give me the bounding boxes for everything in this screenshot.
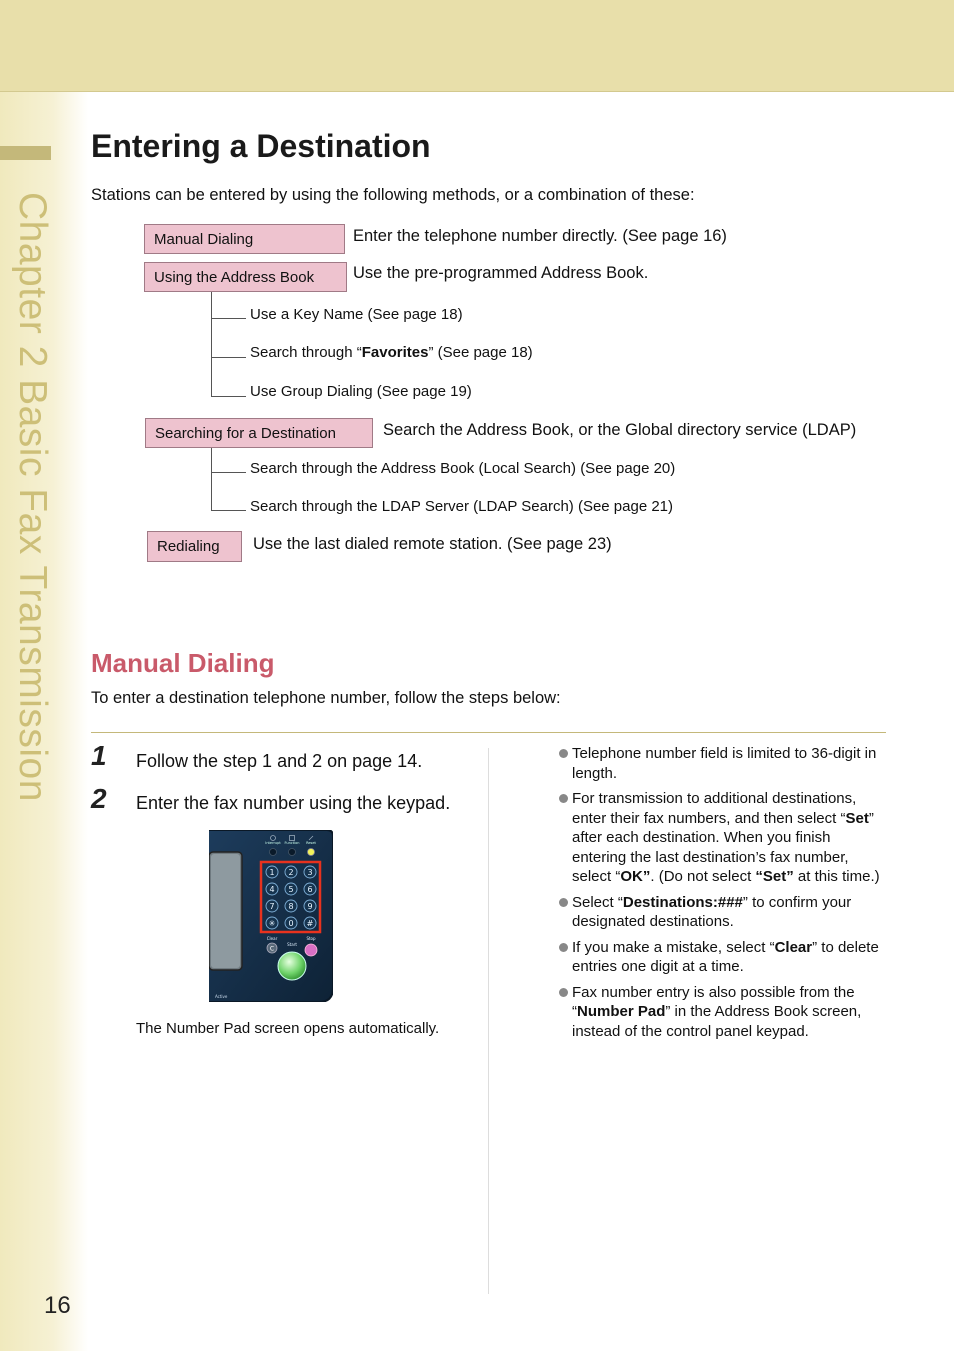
figure-caption: The Number Pad screen opens automatically.: [136, 1020, 440, 1037]
keypad-key-label: 4: [269, 885, 275, 894]
method-address-book-box: [144, 262, 347, 292]
control-panel-illustration: [209, 830, 333, 1002]
section-divider: [91, 732, 886, 733]
keypad-key-label: 2: [288, 868, 294, 877]
sub-option: Search through the LDAP Server (LDAP Search) (See page 21): [250, 498, 674, 515]
active-label: Active: [215, 994, 228, 999]
method-label: Redialing: [157, 538, 220, 555]
tree-branch: [211, 396, 246, 397]
stop-label: Stop: [306, 936, 316, 941]
column-divider: [488, 748, 489, 1294]
note-item: For transmission to additional destinations, enter their fax numbers, and then select “Set” after each destination. When you finish entering the last destination’s fax number, select “OK”. (Do not select “Set” at this time.): [558, 789, 888, 887]
sub-option: Search through “Favorites” (See page 18): [250, 344, 533, 361]
interrupt-label: Interrupt: [265, 841, 281, 845]
keypad-key-label: 3: [307, 868, 313, 877]
note-item: If you make a mistake, select “Clear” to delete entries one digit at a time.: [558, 938, 888, 977]
keypad-key-label: 5: [288, 885, 294, 894]
svg-text:C: C: [269, 945, 275, 953]
keypad-key-label: 7: [269, 902, 275, 911]
method-description: Use the last dialed remote station. (See page 23): [253, 535, 612, 553]
keypad-key-label: 8: [288, 902, 294, 911]
tree-branch: [211, 357, 246, 358]
notes-list: [558, 744, 888, 1047]
chapter-label: Chapter 2 Basic Fax Transmission: [11, 192, 54, 802]
keypad-key-label: 9: [307, 902, 313, 911]
note-item: Select “Destinations:###” to confirm your designated destinations.: [558, 893, 888, 932]
sub-option: Use Group Dialing (See page 19): [250, 383, 472, 400]
method-label: Manual Dialing: [154, 230, 254, 248]
method-search-destination-box: [145, 418, 373, 448]
section-title: Manual Dialing: [91, 648, 275, 678]
sub-option: Use a Key Name (See page 18): [250, 306, 463, 323]
method-description: Use the pre-programmed Address Book.: [353, 264, 649, 282]
keypad-key-label: 1: [269, 868, 275, 877]
step-number: 1: [91, 740, 107, 771]
page-title: Entering a Destination: [91, 128, 431, 164]
note-item: Telephone number field is limited to 36-digit in length.: [558, 744, 888, 783]
keypad-key-label: 0: [288, 919, 294, 928]
tree-branch: [211, 510, 246, 511]
bullet-icon: [559, 749, 568, 758]
step-text: Enter the fax number using the keypad.: [136, 793, 451, 813]
tree-connector: [211, 292, 212, 396]
step-number: 2: [91, 783, 107, 814]
sub-option: Search through the Address Book (Local Search) (See page 20): [250, 460, 676, 477]
keypad-key-label: #: [306, 919, 314, 928]
method-description: Enter the telephone number directly. (See page 16): [353, 227, 727, 245]
bullet-icon: [559, 898, 568, 907]
method-description: Search the Address Book, or the Global directory service (LDAP): [383, 421, 857, 439]
chapter-tab-marker: [0, 146, 51, 160]
bullet-icon: [559, 943, 568, 952]
keypad-key-label: 6: [307, 885, 313, 894]
bullet-icon: [559, 988, 568, 997]
tree-branch: [211, 472, 246, 473]
bullet-icon: [559, 794, 568, 803]
start-label: Start: [287, 942, 297, 947]
tree-connector: [211, 448, 212, 510]
keypad-key-label: ✳: [268, 919, 276, 928]
method-manual-dialing-box: [144, 224, 345, 254]
stop-button-icon: [305, 944, 317, 956]
page-number: 16: [44, 1292, 71, 1319]
intro-text: Stations can be entered by using the following methods, or a combination of these:: [91, 186, 695, 204]
clear-label: Clear: [266, 936, 278, 941]
method-redialing-box: [147, 531, 242, 562]
note-item: Fax number entry is also possible from the “Number Pad” in the Address Book screen, instead of the control panel keypad.: [558, 983, 888, 1042]
section-intro: To enter a destination telephone number, follow the steps below:: [91, 689, 561, 707]
start-button-icon: [278, 952, 306, 980]
method-label: Using the Address Book: [154, 268, 315, 286]
method-label: Searching for a Destination: [155, 424, 336, 442]
tree-branch: [211, 318, 246, 319]
step-text: Follow the step 1 and 2 on page 14.: [136, 751, 423, 771]
reset-label: Reset: [306, 841, 316, 845]
function-label: Function: [284, 841, 300, 845]
header-band: [0, 0, 954, 92]
